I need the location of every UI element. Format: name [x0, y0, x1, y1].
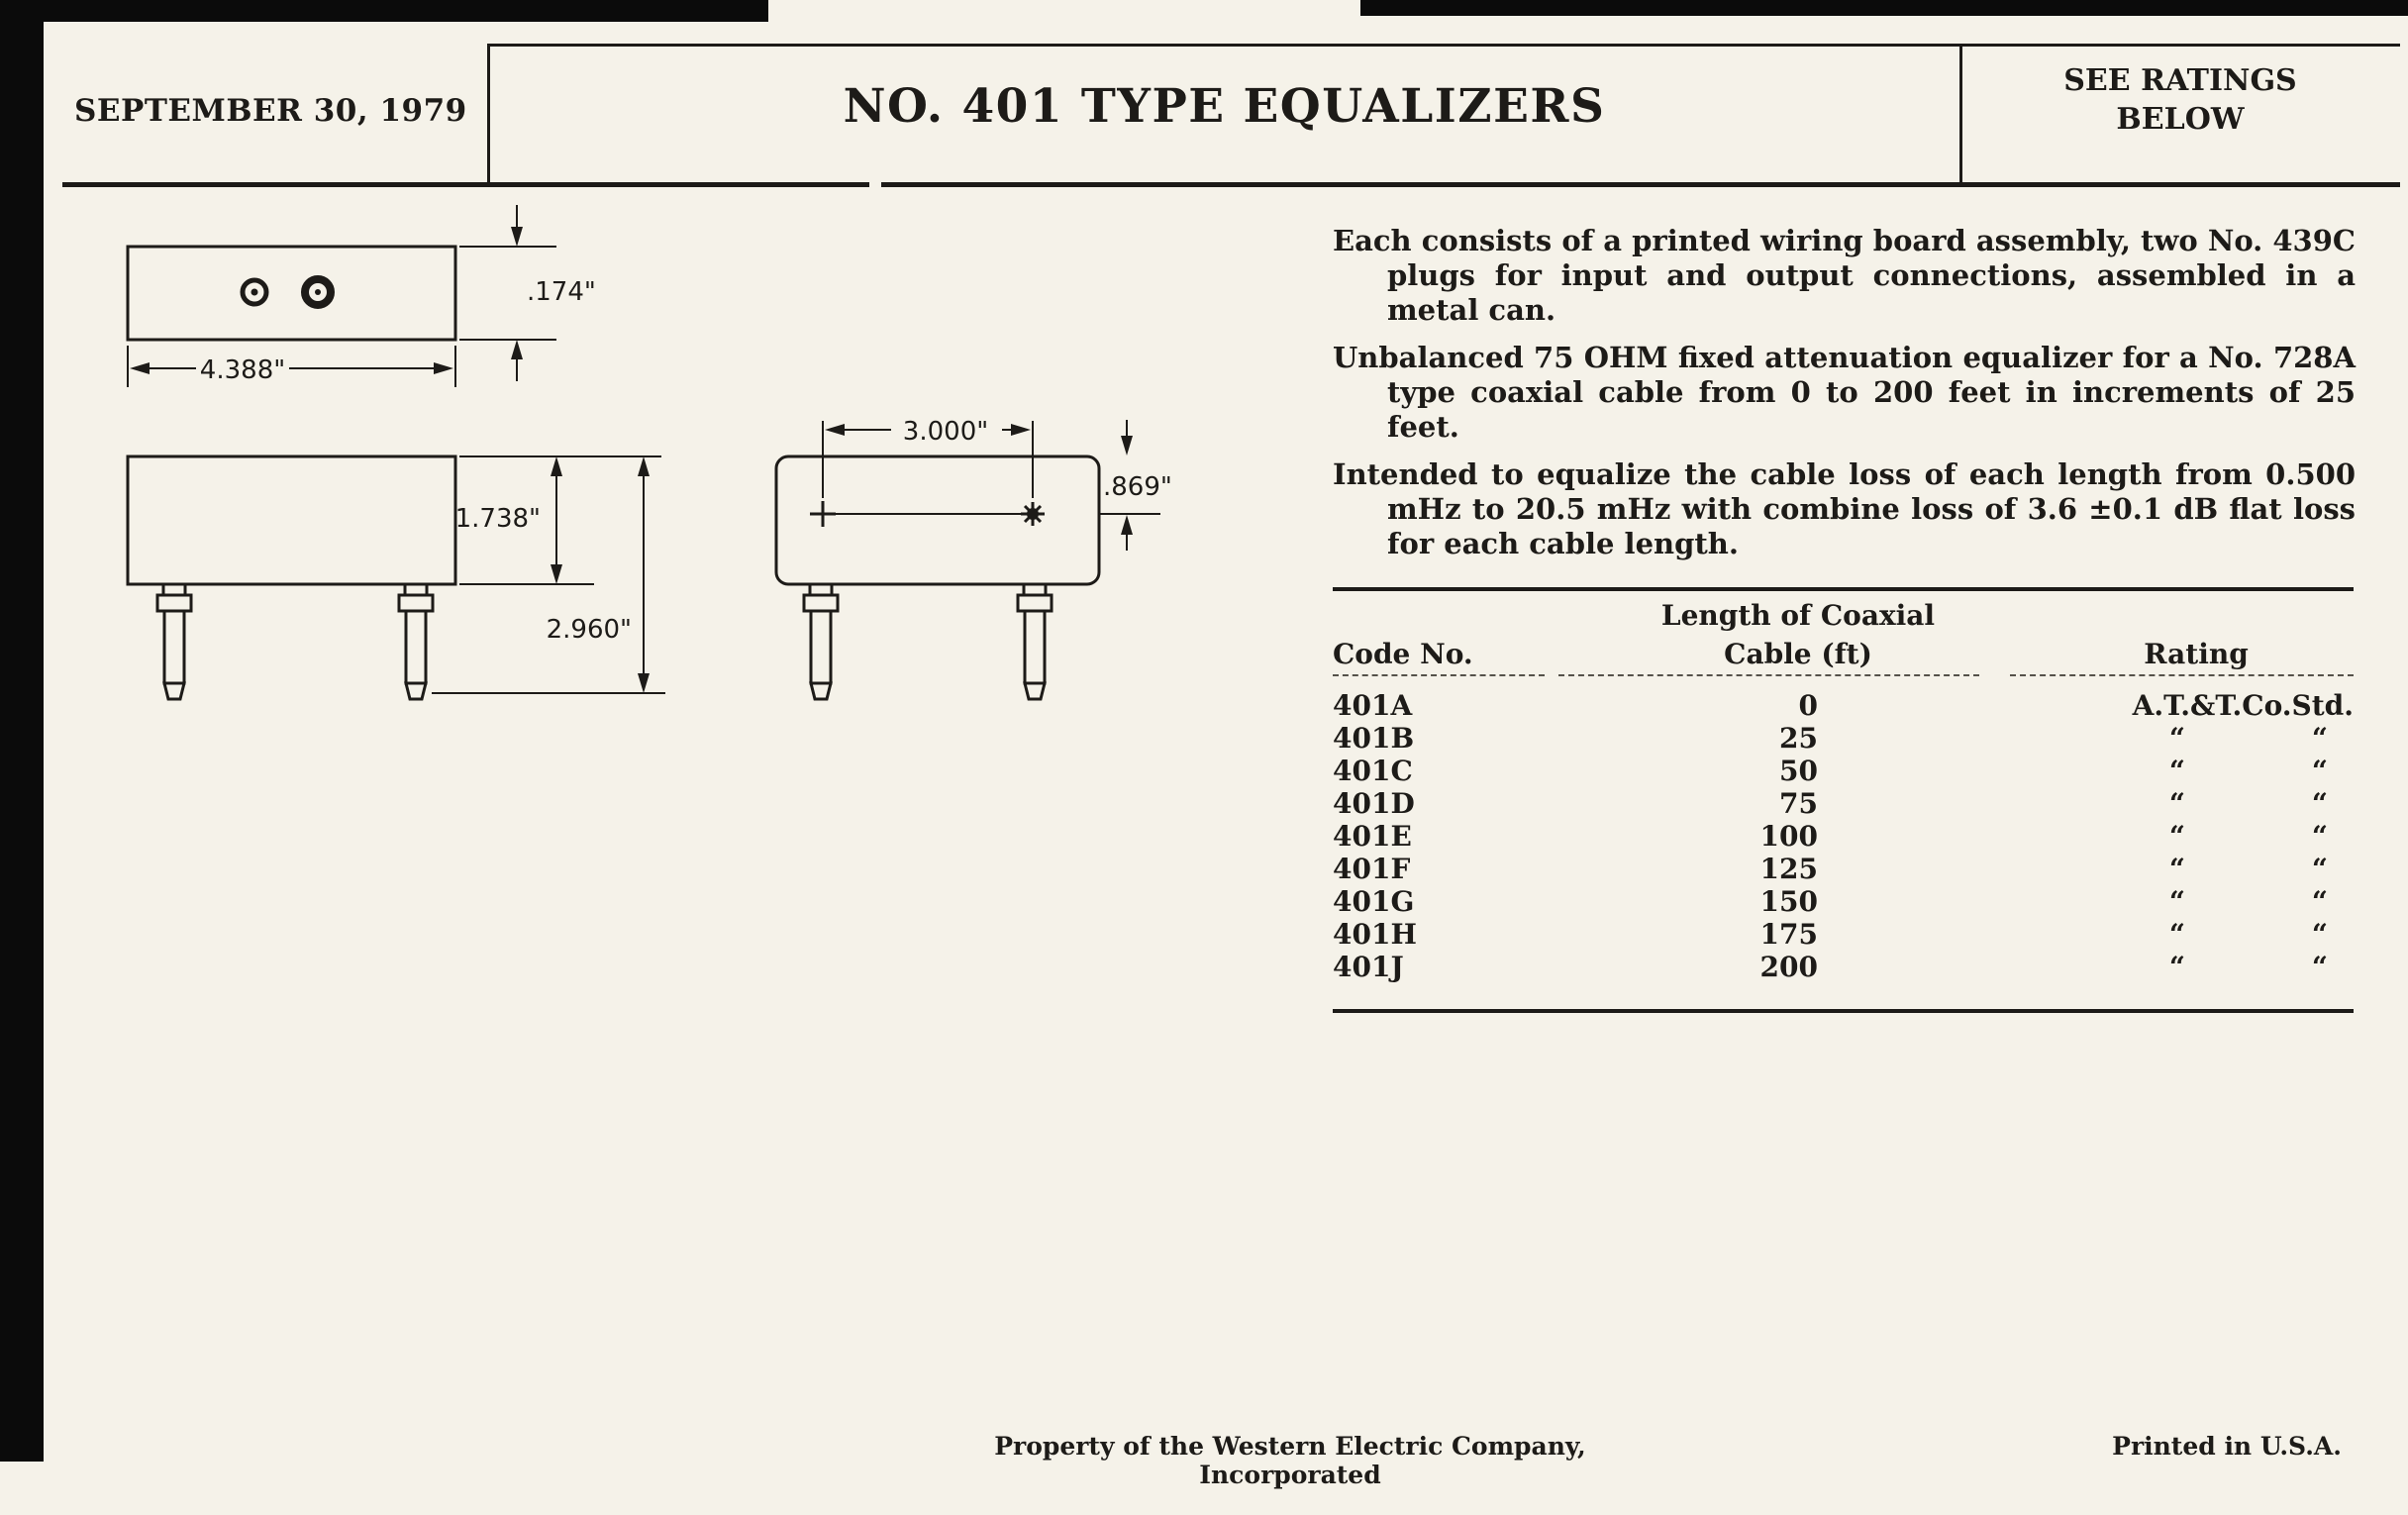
ratings-note-line2: BELOW: [2116, 102, 2245, 137]
length-cell: 150: [1759, 885, 1818, 918]
length-cell: 0: [1798, 689, 1818, 722]
code-cell: 401H: [1333, 918, 1417, 951]
code-cell: 401F: [1333, 853, 1411, 885]
rating-ditto-mark: “: [2168, 722, 2187, 755]
rating-ditto-mark: “: [2311, 885, 2330, 918]
table-row: [1333, 722, 2354, 755]
underline-segment: [1558, 674, 1979, 676]
top-view-can-outline: [128, 247, 455, 340]
table-row: [1333, 755, 2354, 787]
length-cell: 175: [1759, 918, 1818, 951]
rating-ditto-mark: “: [2168, 853, 2187, 885]
table-row: [1333, 885, 2354, 918]
length-cell: 50: [1779, 755, 1818, 787]
rating-ditto-mark: “: [2311, 918, 2330, 951]
table-row: [1333, 787, 2354, 820]
side-view-can-outline: [776, 456, 1099, 584]
code-cell: 401C: [1333, 755, 1413, 787]
front-view-can-outline: [128, 456, 455, 584]
scan-edge-top-right: [1360, 0, 2408, 16]
table-header-underline: [1333, 674, 2354, 684]
length-cell: 75: [1779, 787, 1818, 820]
plug-hole-right-center: [315, 289, 321, 295]
dim-label-plug-offset: .869": [1103, 472, 1172, 502]
top-view-drawing: [128, 205, 596, 387]
rating-ditto-mark: “: [2168, 951, 2187, 983]
length-cell: 200: [1759, 951, 1818, 983]
code-cell: 401G: [1333, 885, 1415, 918]
table-row: [1333, 689, 2354, 722]
table-row: [1333, 820, 2354, 853]
column-header-length-line2: Cable (ft): [1724, 638, 1872, 670]
plug-hole-left-center: [251, 289, 258, 296]
rating-ditto-mark: “: [2311, 853, 2330, 885]
rating-ditto-mark: “: [2311, 722, 2330, 755]
description-paragraph-3: Intended to equalize the cable loss of each length from 0.500 mHz to 20.5 mHz with combine loss of 3.6 ±0.1 dB flat loss for each cable length.: [1333, 457, 2356, 560]
dim-label-plug-spacing: 3.000": [902, 417, 989, 447]
code-cell: 401A: [1333, 689, 1413, 722]
rating-ditto-mark: “: [2311, 951, 2330, 983]
rating-ditto-mark: “: [2311, 755, 2330, 787]
ratings-note-line1: SEE RATINGS: [2063, 63, 2297, 98]
description-paragraph-1: Each consists of a printed wiring board assembly, two No. 439C plugs for input and output connections, assembled in a metal can.: [1333, 224, 2356, 327]
dim-label-total-height: 2.960": [546, 615, 632, 645]
code-cell: 401J: [1333, 951, 1404, 983]
length-cell: 25: [1779, 722, 1818, 755]
side-view-drawing: [776, 417, 1172, 699]
underline-segment: [2010, 674, 2354, 676]
front-view-drawing: [128, 456, 665, 699]
ratings-note: [1960, 61, 2400, 139]
code-cell: 401D: [1333, 787, 1415, 820]
footer-printed-in: Printed in U.S.A.: [2112, 1432, 2342, 1461]
ratings-table-rows: [1333, 684, 2354, 983]
description-paragraph-2: Unbalanced 75 OHM fixed attenuation equalizer for a No. 728A type coaxial cable from 0 to 200 feet in increments of 25 feet.: [1333, 341, 2356, 444]
rating-ditto-mark: “: [2168, 918, 2187, 951]
description-block: [1333, 224, 2356, 574]
code-cell: 401B: [1333, 722, 1415, 755]
length-cell: 125: [1759, 853, 1818, 885]
rating-ditto-mark: “: [2311, 787, 2330, 820]
rating-ditto-mark: “: [2168, 885, 2187, 918]
rating-ditto-mark: “: [2168, 787, 2187, 820]
column-header-rating: Rating: [2144, 638, 2249, 670]
page-title: NO. 401 TYPE EQUALIZERS: [843, 79, 1606, 134]
table-row: [1333, 951, 2354, 983]
rating-cell: A.T.&T.Co.Std.: [2132, 689, 2354, 722]
column-header-length-line1: Length of Coaxial: [1660, 599, 1936, 632]
dim-label-width-top: 4.388": [199, 355, 286, 385]
rating-ditto-mark: “: [2168, 820, 2187, 853]
dim-label-can-height: 1.738": [454, 504, 541, 534]
table-bottom-rule: [1333, 1009, 2354, 1013]
footer-property-notice: Property of the Western Electric Company, Incorporated: [994, 1432, 1586, 1489]
table-row: [1333, 918, 2354, 951]
code-cell: 401E: [1333, 820, 1412, 853]
underline-segment: [1333, 674, 1545, 676]
length-cell: 100: [1759, 820, 1818, 853]
rating-ditto-mark: “: [2168, 755, 2187, 787]
ratings-table: [1333, 587, 2354, 1013]
document-date: SEPTEMBER 30, 1979: [74, 93, 467, 129]
table-row: [1333, 853, 2354, 885]
dim-label-height-top: .174": [527, 277, 596, 307]
column-header-code: Code No.: [1333, 638, 1473, 670]
table-header: [1333, 591, 2354, 674]
rating-ditto-mark: “: [2311, 820, 2330, 853]
technical-drawing: [0, 0, 1238, 941]
